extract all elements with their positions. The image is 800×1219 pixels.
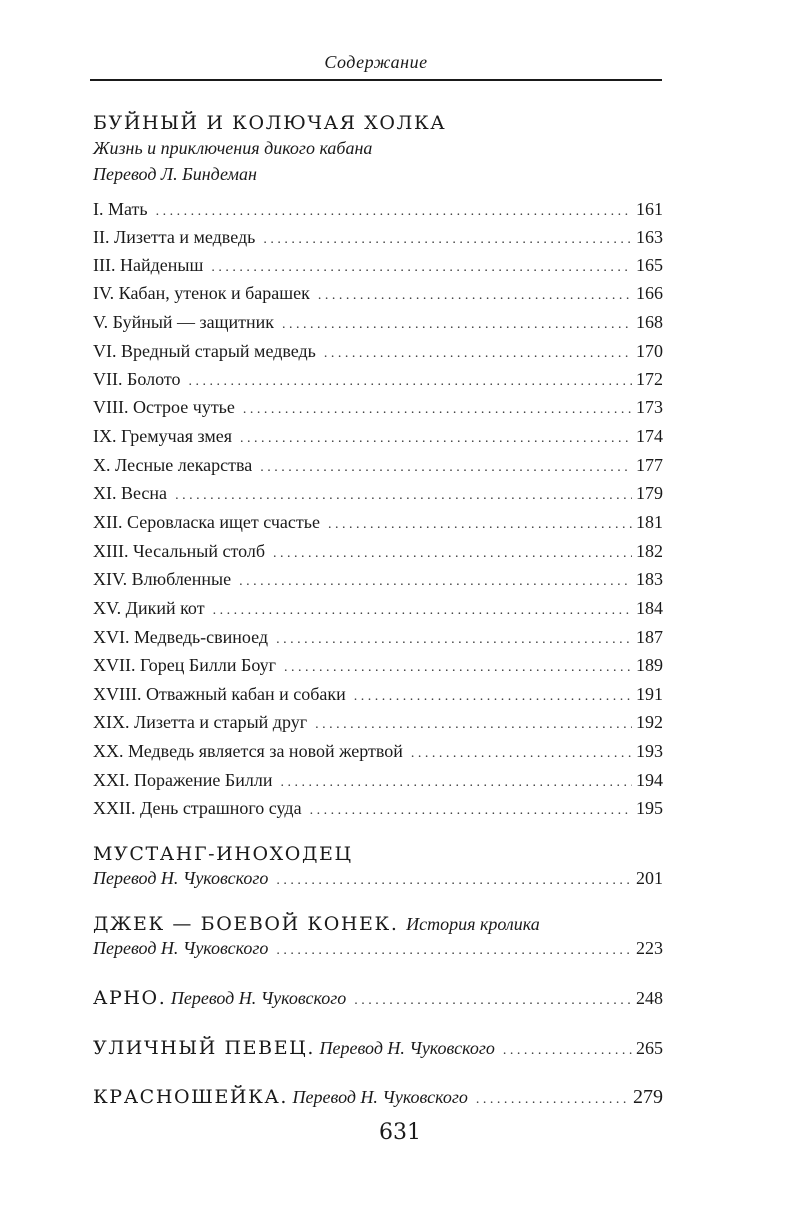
leader-dots [324,346,632,362]
translator-credit: Перевод Н. Чуковского [170,988,347,1008]
leader-dots [263,232,632,248]
section-translator-buiny: Перевод Л. Биндеман [93,164,257,184]
chapter-page: 192 [636,712,663,732]
leader-dots [310,803,632,819]
chapter-row[interactable] [93,627,663,653]
leader-dots [411,746,632,762]
chapter-row[interactable] [93,798,663,824]
chapter-row[interactable] [93,770,663,796]
chapter-label: II. Лизетта и медведь [93,227,256,247]
chapter-page: 183 [636,569,663,589]
leader-dots [276,632,632,648]
leader-dots [476,1092,629,1108]
leader-dots [284,660,632,676]
chapter-label: IX. Гремучая змея [93,426,232,446]
section-title-buiny: БУЙНЫЙ И КОЛЮЧАЯ ХОЛКА [93,112,447,134]
chapter-row[interactable] [93,598,663,624]
chapter-label: XVII. Горец Билли Боуг [93,655,277,675]
chapter-row[interactable] [93,483,663,509]
chapter-label: I. Мать [93,199,148,219]
chapter-page: 168 [636,312,663,332]
chapter-page: 170 [636,341,663,361]
chapter-page: 166 [636,283,663,303]
chapter-page: 163 [636,227,663,247]
section-title: АРНО. [93,987,167,1009]
chapter-label: XII. Серовласка ищет счастье [93,512,320,532]
section-page: 265 [636,1038,663,1058]
section-page: 279 [633,1086,663,1108]
chapter-row[interactable] [93,283,663,309]
section-entry-redthroat[interactable] [93,1086,663,1112]
chapter-label: XIV. Влюбленные [93,569,232,589]
leader-dots [318,288,632,304]
chapter-page: 174 [636,426,663,446]
leader-dots [213,603,632,619]
chapter-page: 189 [636,655,663,675]
header-rule [90,79,662,81]
leader-dots [276,873,632,889]
chapter-label: XVIII. Отважный кабан и собаки [93,684,346,704]
chapter-label: XXI. Поражение Билли [93,770,273,790]
section-page: 248 [636,988,663,1008]
leader-dots [243,402,632,418]
section-entry-mustang[interactable] [93,868,663,894]
chapter-row[interactable] [93,541,663,567]
chapter-page: 193 [636,741,663,761]
leader-dots [156,204,632,220]
chapter-row[interactable] [93,397,663,423]
chapter-label: XI. Весна [93,483,168,503]
chapter-page: 172 [636,369,663,389]
chapter-row[interactable] [93,655,663,681]
leader-dots [273,546,632,562]
translator-credit: Перевод Н. Чуковского [319,1038,495,1058]
section-title: УЛИЧНЫЙ ПЕВЕЦ. [93,1037,315,1059]
chapter-row[interactable] [93,255,663,281]
chapter-row[interactable] [93,341,663,367]
leader-dots [328,517,632,533]
chapter-label: V. Буйный — защитник [93,312,275,332]
chapter-page: 181 [636,512,663,532]
section-entry-jack[interactable] [93,938,663,964]
chapter-row[interactable] [93,684,663,710]
chapter-page: 165 [636,255,663,275]
chapter-label: XVI. Медведь-свиноед [93,627,269,647]
chapter-label: XIII. Чесальный столб [93,541,266,561]
section-page: 201 [636,868,663,888]
chapter-label: X. Лесные лекарства [93,455,253,475]
leader-dots [211,260,632,276]
section-subtitle: История кролика [406,914,540,934]
section-title-mustang: МУСТАНГ-ИНОХОДЕЦ [93,843,353,865]
translator-credit: Перевод Н. Чуковского [292,1087,468,1107]
section-title-text: ДЖЕК — БОЕВОЙ КОНЕК. [93,913,399,935]
section-title: КРАСНОШЕЙКА. [93,1086,289,1108]
translator-credit: Перевод Н. Чуковского [93,868,269,888]
chapter-page: 184 [636,598,663,618]
chapter-label: XXII. День страшного суда [93,798,302,818]
chapter-row[interactable] [93,741,663,767]
chapter-label: VII. Болото [93,369,181,389]
leader-dots [282,317,632,333]
chapter-page: 187 [636,627,663,647]
chapter-row[interactable] [93,712,663,738]
chapter-page: 173 [636,397,663,417]
chapter-row[interactable] [93,512,663,538]
chapter-page: 179 [636,483,663,503]
section-page: 223 [636,938,663,958]
chapter-row[interactable] [93,199,663,225]
chapter-row[interactable] [93,312,663,338]
chapter-label: XV. Дикий кот [93,598,205,618]
leader-dots [240,431,632,447]
chapter-label: VI. Вредный старый медведь [93,341,316,361]
chapter-label: XIX. Лизетта и старый друг [93,712,308,732]
section-subtitle-buiny: Жизнь и приключения дикого кабана [93,138,373,158]
chapter-page: 194 [636,770,663,790]
leader-dots [354,689,632,705]
chapter-row[interactable] [93,426,663,452]
running-header: Содержание [324,52,428,72]
chapter-label: IV. Кабан, утенок и барашек [93,283,310,303]
translator-credit: Перевод Н. Чуковского [93,938,269,958]
chapter-row[interactable] [93,227,663,253]
leader-dots [503,1043,632,1059]
chapter-page: 195 [636,798,663,818]
leader-dots [281,775,633,791]
chapter-label: III. Найденыш [93,255,204,275]
chapter-row[interactable] [93,369,663,395]
section-entry-singer[interactable] [93,1037,663,1063]
section-title-jack [93,913,540,935]
chapter-page: 161 [636,199,663,219]
chapter-row[interactable] [93,455,663,481]
chapter-page: 177 [636,455,663,475]
chapter-page: 182 [636,541,663,561]
chapter-page: 191 [636,684,663,704]
chapter-label: XX. Медведь является за новой жертвой [93,741,403,761]
leader-dots [315,717,632,733]
leader-dots [260,460,632,476]
section-entry-arno[interactable] [93,987,663,1013]
leader-dots [175,488,632,504]
page-number: 631 [379,1120,421,1145]
leader-dots [354,993,632,1009]
chapter-row[interactable] [93,569,663,595]
chapter-label: VIII. Острое чутье [93,397,235,417]
leader-dots [239,574,632,590]
leader-dots [188,374,632,390]
leader-dots [276,943,632,959]
